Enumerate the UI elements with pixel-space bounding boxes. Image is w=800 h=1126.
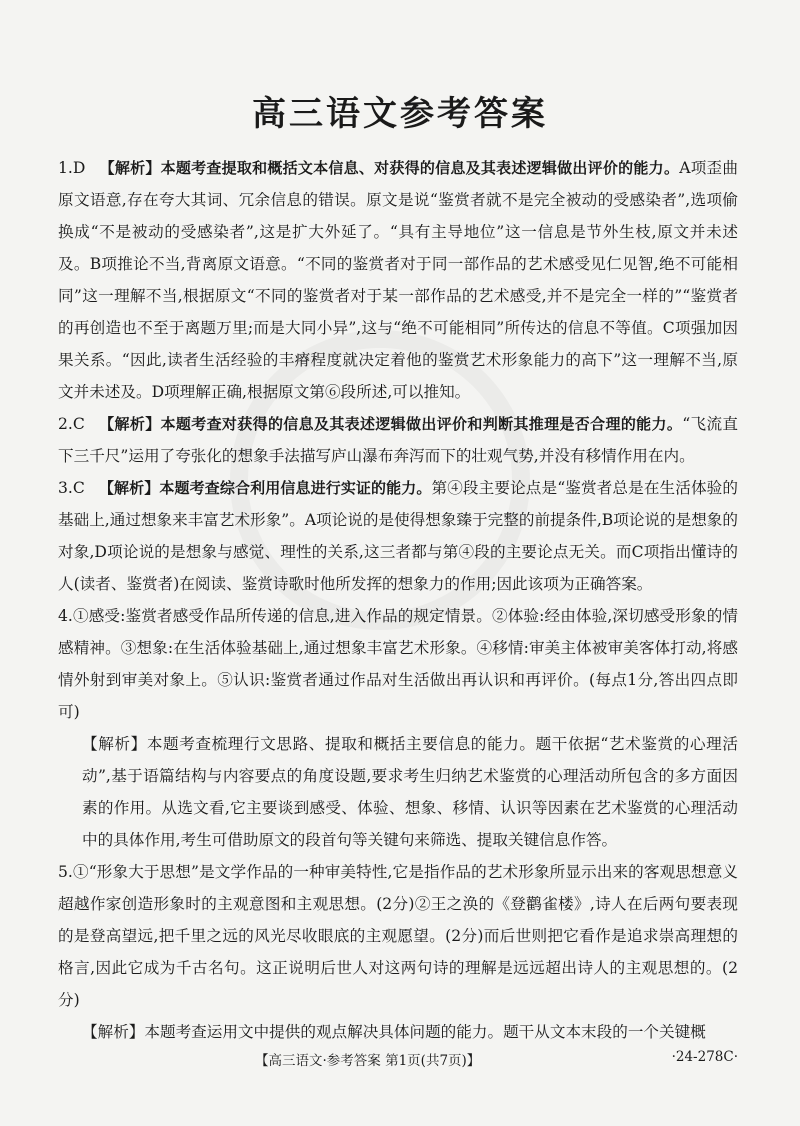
analysis-block-5 [58, 1016, 738, 1048]
footer-code: ·24-278C· [671, 1049, 738, 1065]
analysis-tag: 【解析】 [82, 735, 147, 753]
analysis-text: 第④段主要论点是“鉴赏者总是在生活体验的基础上,通过想象来丰富艺术形象”。A项论说的是使得想象臻于完整的前提条件,B项论说的是想象的对象,D项论说的是想象与感觉、理性的关系,这三者都与第④段的主要论点无关。而C项指出懂诗的人(读者、鉴赏者)在阅读、鉴赏诗歌时他所发挥的想象力的作用;因此该项为正确答案。 [58, 479, 738, 593]
answer-choice: C [72, 479, 85, 497]
analysis-text: 题干依据“艺术鉴赏的心理活动”,基于语篇结构与内容要点的角度设题,要求考生归纳艺术鉴赏的心理活动所包含的多方面因素的作用。从选文看,它主要谈到感受、体验、想象、移情、认识等因素在艺术鉴赏的心理活动中的具体作用,考生可借助原文的段首句等关键句来筛选、提取关键信息作答。 [82, 735, 738, 849]
analysis-text: A项歪曲原文语意,存在夸大其词、冗余信息的错误。原文是说“鉴赏者就不是完全被动的受感染者”,选项偷换成“不是被动的受感染者”,这是扩大外延了。“具有主导地位”这一信息是节外生枝,原文并未述及。B项推论不当,背离原文语意。“不同的鉴赏者对于同一部作品的艺术感受见仁见智,绝不可能相同”这一理解不当,根据原文“不同的鉴赏者对于某一部作品的艺术感受,并不是完全一样的”“鉴赏者的再创造也不至于离题万里;而是大同小异”,这与“绝不可能相同”所传达的信息不等值。C项强加因果关系。“因此,读者生活经验的丰瘠程度就决定着他的鉴赏艺术形象能力的高下”这一理解不当,原文并未述及。D项理解正确,根据原文第⑥段所述,可以推知。 [58, 159, 738, 401]
analysis-lead: 本题考查对获得的信息及其表述逻辑做出评价和判断其推理是否合理的能力。 [160, 415, 683, 433]
analysis-tag: 【解析】 [98, 479, 160, 497]
answer-item-3 [58, 472, 738, 600]
analysis-lead: 本题考查综合利用信息进行实证的能力。 [159, 479, 432, 497]
page-footer [0, 1049, 800, 1073]
analysis-tag: 【解析】 [99, 159, 161, 177]
analysis-lead: 本题考查提取和概括文本信息、对获得的信息及其表述逻辑做出评价的能力。 [160, 159, 680, 177]
answer-item-1 [58, 152, 738, 408]
item-number: 3. [58, 479, 73, 497]
analysis-text: 题干从文本末段的一个关键概 [503, 1023, 706, 1041]
analysis-lead: 本题考查梳理行文思路、提取和概括主要信息的能力。 [146, 735, 536, 753]
answer-choice: C [72, 415, 85, 433]
answer-item-5 [58, 856, 738, 1016]
item-number: 5. [58, 863, 73, 881]
analysis-block-4 [58, 728, 738, 856]
answer-item-2 [58, 408, 738, 472]
item-number: 2. [58, 415, 73, 433]
answer-choice: D [72, 159, 86, 177]
answer-text: ①“形象大于思想”是文学作品的一种审美特性,它是指作品的艺术形象所显示出来的客观思想意义超越作家创造形象时的主观意图和主观思想。(2分)②王之涣的《登鹳雀楼》,诗人在后两句要表现的是登高望远,把千里之远的风光尽收眼底的主观愿望。(2分)而后世则把它看作是追求崇高理想的格言,因此它成为千古名句。这正说明后世人对这两句诗的理解是远远超出诗人的主观思想的。(2分) [58, 863, 738, 1009]
item-number: 4. [58, 607, 73, 625]
answer-item-4 [58, 600, 738, 728]
answer-body [58, 152, 738, 1048]
item-number: 1. [58, 159, 73, 177]
analysis-lead: 本题考查运用文中提供的观点解决具体问题的能力。 [144, 1023, 504, 1041]
answer-text: ①感受:鉴赏者感受作品所传递的信息,进入作品的规定情景。②体验:经由体验,深切感受形象的情感精神。③想象:在生活体验基础上,通过想象丰富艺术形象。④移情:审美主体被审美客体打动,将感情外射到审美对象上。⑤认识:鉴赏者通过作品对生活做出再认识和再评价。(每点1分,答出四点即可) [58, 607, 738, 721]
analysis-text: “飞流直下三千尺”运用了夸张化的想象手法描写庐山瀑布奔泻而下的壮观气势,并没有移情作用在内。 [58, 415, 738, 465]
footer-page-info: 【高三语文·参考答案 第1页(共7页)】 [255, 1053, 481, 1069]
page-title: 高三语文参考答案 [252, 94, 548, 134]
analysis-tag: 【解析】 [82, 1023, 145, 1041]
analysis-tag: 【解析】 [98, 415, 161, 433]
